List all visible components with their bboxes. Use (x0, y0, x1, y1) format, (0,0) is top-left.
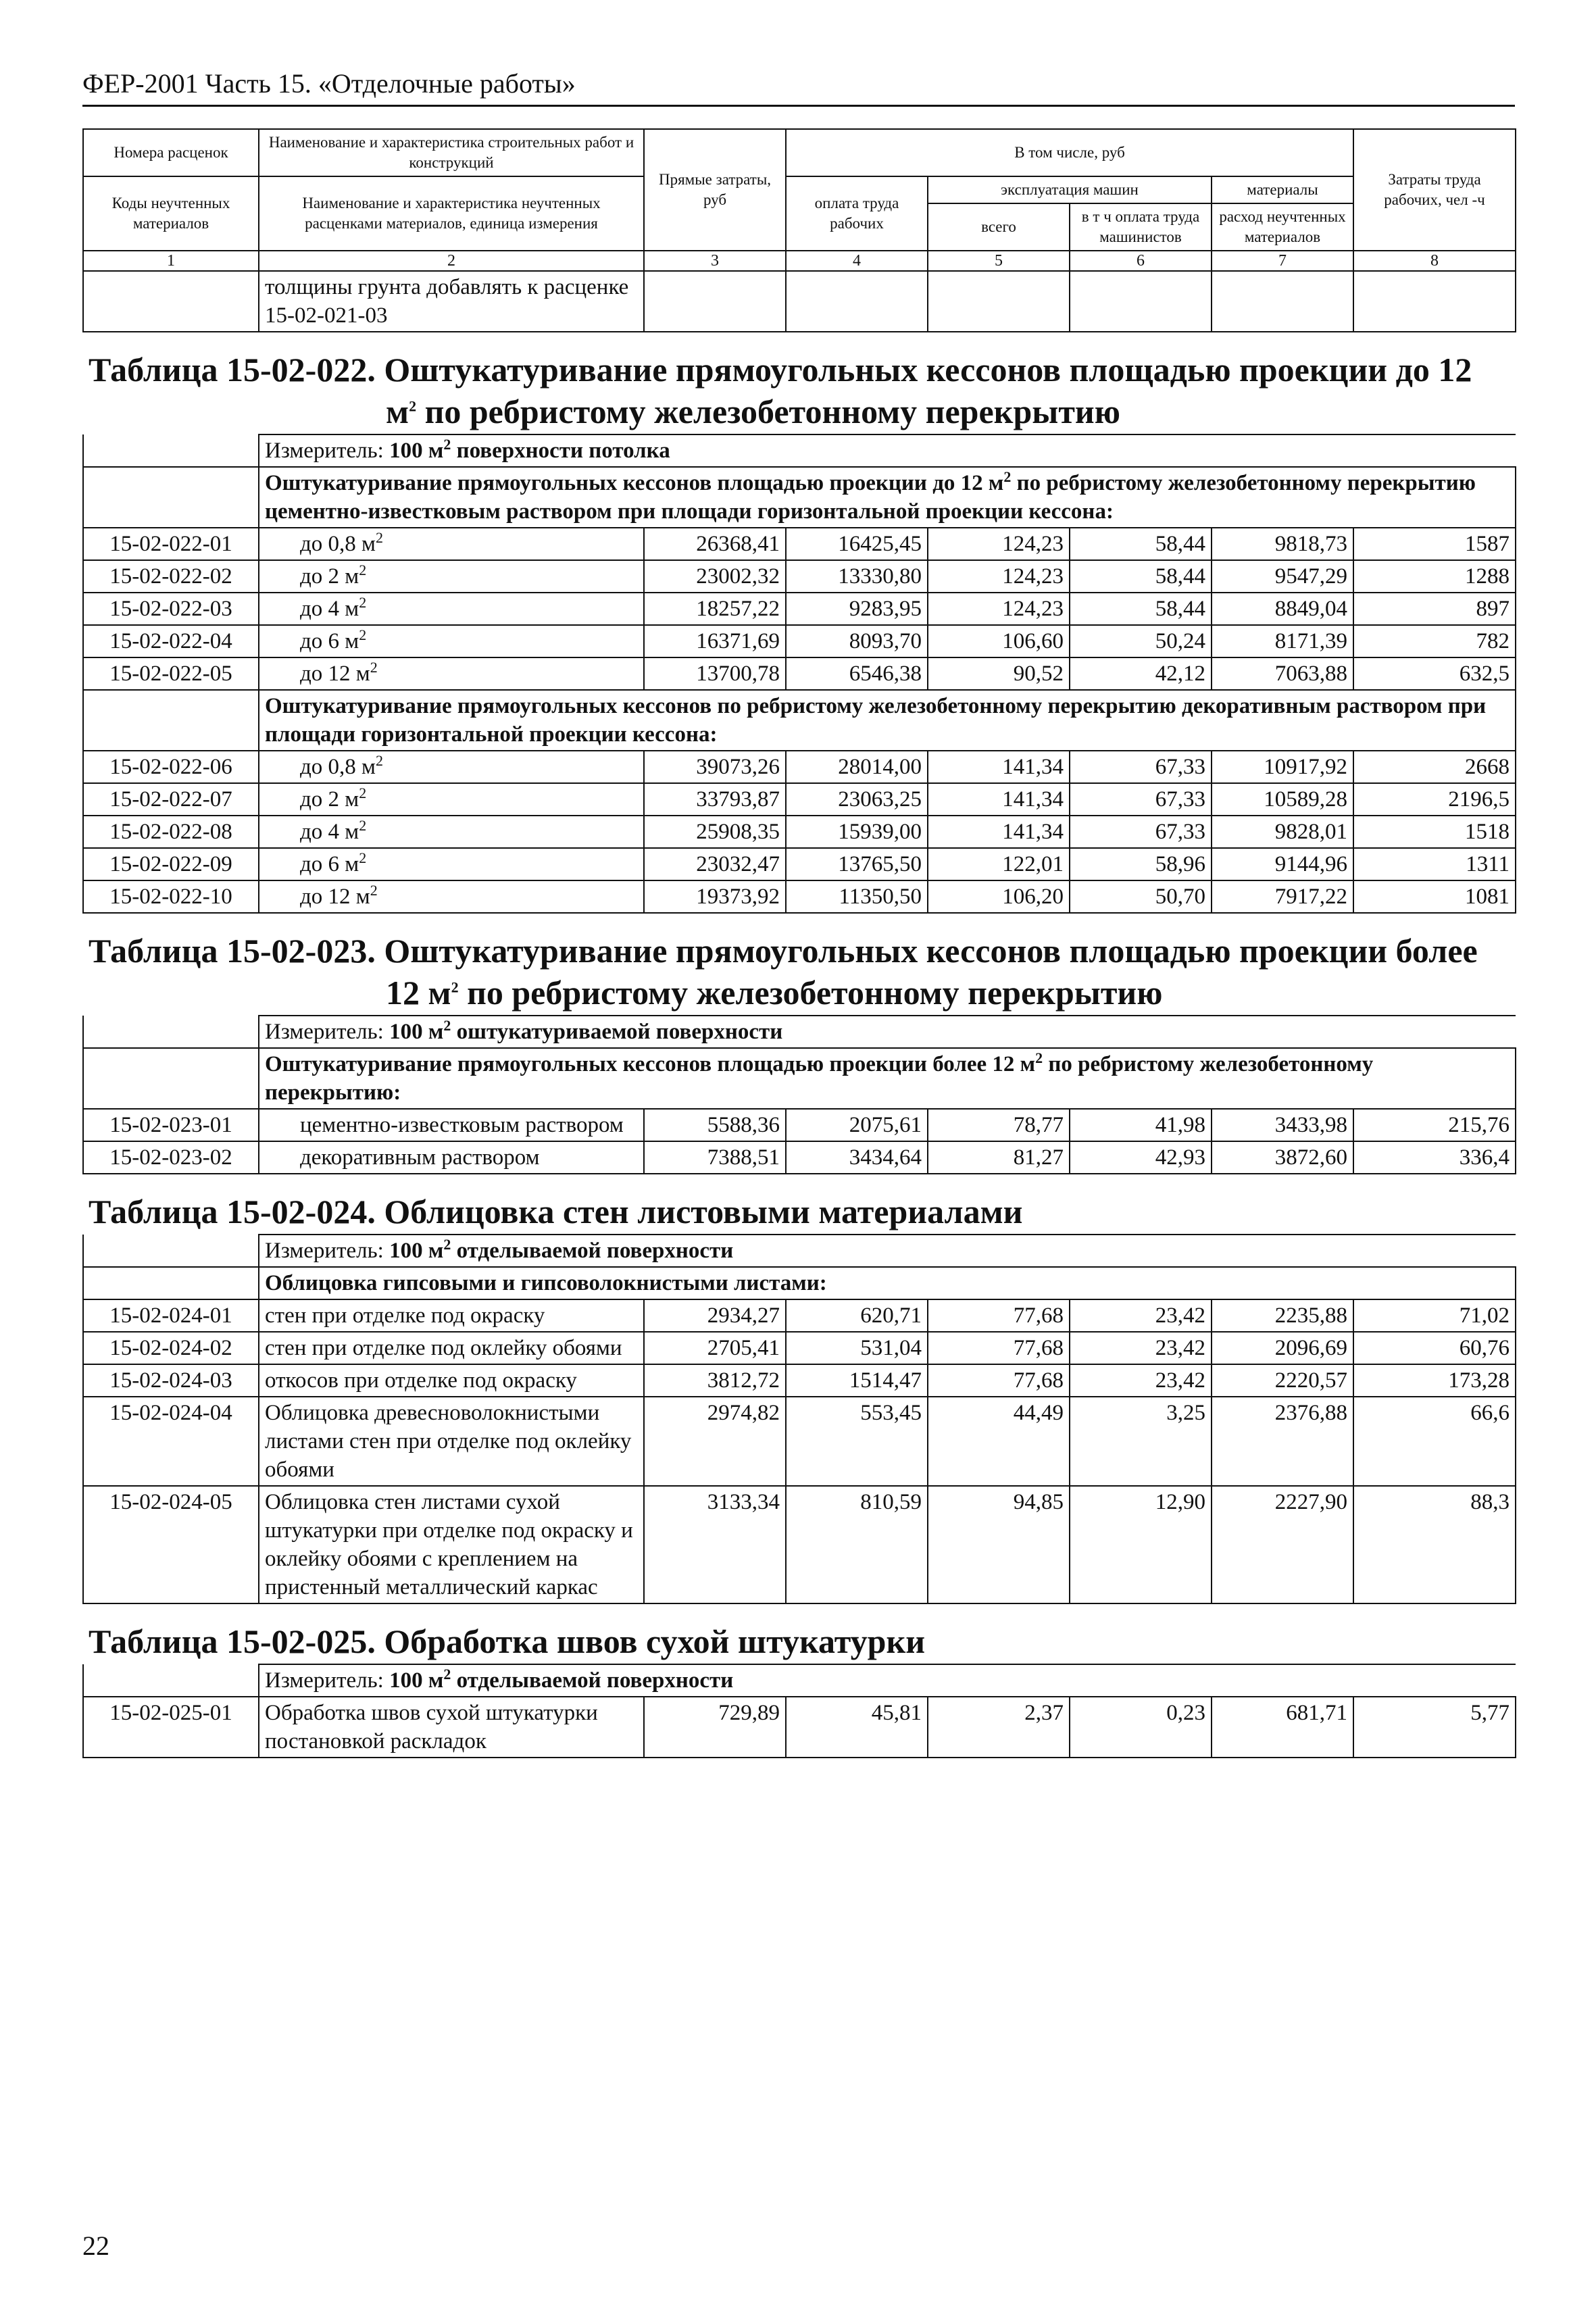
wage-costs: 6546,38 (786, 657, 928, 690)
header-col1-bottom: Коды неучтенных материалов (83, 176, 259, 251)
rate-name: откосов при отделке под окраску (259, 1364, 644, 1397)
material-costs: 9828,01 (1212, 816, 1353, 848)
rate-name: стен при отделке под оклейку обоями (259, 1332, 644, 1364)
wage-costs: 553,45 (786, 1397, 928, 1486)
rate-code: 15-02-023-02 (83, 1141, 259, 1174)
table-row (83, 657, 1516, 690)
material-costs: 2376,88 (1212, 1397, 1353, 1486)
direct-costs: 2705,41 (644, 1332, 786, 1364)
rows-024 (83, 1299, 1516, 1603)
direct-costs: 39073,26 (644, 751, 786, 783)
material-costs: 2220,57 (1212, 1364, 1353, 1397)
machinist-wage: 58,44 (1070, 593, 1212, 625)
rate-code: 15-02-023-01 (83, 1109, 259, 1141)
machinist-wage: 58,44 (1070, 560, 1212, 593)
rate-name: до 6 $м^2$ (259, 848, 644, 880)
rate-code: 15-02-022-09 (83, 848, 259, 880)
machinist-wage: 67,33 (1070, 751, 1212, 783)
machine-costs: 106,60 (928, 625, 1070, 657)
labor-costs: 71,02 (1353, 1299, 1516, 1332)
machine-costs: 78,77 (928, 1109, 1070, 1141)
wage-costs: 15939,00 (786, 816, 928, 848)
rates-table (82, 128, 1516, 1758)
machinist-wage: 58,44 (1070, 528, 1212, 560)
machinist-wage: 12,90 (1070, 1486, 1212, 1603)
wage-costs: 531,04 (786, 1332, 928, 1364)
material-costs: 9547,29 (1212, 560, 1353, 593)
wage-costs: 16425,45 (786, 528, 928, 560)
rate-name: стен при отделке под окраску (259, 1299, 644, 1332)
rows-022-1 (83, 528, 1516, 690)
material-costs: 9144,96 (1212, 848, 1353, 880)
rate-code: 15-02-022-10 (83, 880, 259, 913)
labor-costs: 60,76 (1353, 1332, 1516, 1364)
material-costs: 8849,04 (1212, 593, 1353, 625)
machinist-wage: 50,70 (1070, 880, 1212, 913)
direct-costs: 23002,32 (644, 560, 786, 593)
column-number: 2 (259, 251, 644, 271)
labor-costs: 1311 (1353, 848, 1516, 880)
direct-costs: 33793,87 (644, 783, 786, 816)
rate-name: до 0,8 $м^2$ (259, 751, 644, 783)
table-row (83, 625, 1516, 657)
table-title-024: Таблица 15-02-024. Облицовка стен листовыми материалами (83, 1174, 1516, 1235)
direct-costs: 26368,41 (644, 528, 786, 560)
column-numbers-row (83, 251, 1516, 271)
rate-code: 15-02-022-04 (83, 625, 259, 657)
rate-code: 15-02-022-08 (83, 816, 259, 848)
carry-over-row (83, 271, 1516, 332)
rate-name: до 2 $м^2$ (259, 560, 644, 593)
direct-costs: 19373,92 (644, 880, 786, 913)
wage-costs: 13330,80 (786, 560, 928, 593)
machinist-wage: 42,12 (1070, 657, 1212, 690)
direct-costs: 23032,47 (644, 848, 786, 880)
rate-code: 15-02-022-02 (83, 560, 259, 593)
table-title-022: Таблица 15-02-022. Оштукатуривание прямоугольных кессонов площадью проекции до 12 $м^2$ по ребристому железобетонному перекрытию (83, 332, 1516, 434)
labor-costs: 5,77 (1353, 1697, 1516, 1758)
page-number: 22 (82, 2231, 109, 2261)
direct-costs: 18257,22 (644, 593, 786, 625)
rate-code: 15-02-024-03 (83, 1364, 259, 1397)
machinist-wage: 41,98 (1070, 1109, 1212, 1141)
machinist-wage: 58,96 (1070, 848, 1212, 880)
machine-costs: 44,49 (928, 1397, 1070, 1486)
rate-code: 15-02-024-04 (83, 1397, 259, 1486)
wage-costs: 23063,25 (786, 783, 928, 816)
header-labor: Затраты труда рабочих, чел -ч (1353, 129, 1516, 251)
column-number: 4 (786, 251, 928, 271)
labor-costs: 897 (1353, 593, 1516, 625)
header-wage: оплата труда рабочих (786, 176, 928, 251)
machine-costs: 2,37 (928, 1697, 1070, 1758)
direct-costs: 3812,72 (644, 1364, 786, 1397)
material-costs: 2096,69 (1212, 1332, 1353, 1364)
table-row (83, 1486, 1516, 1603)
wage-costs: 13765,50 (786, 848, 928, 880)
machine-costs: 77,68 (928, 1332, 1070, 1364)
table-row (83, 1299, 1516, 1332)
rate-name: Обработка швов сухой штукатурки постановкой раскладок (259, 1697, 644, 1758)
direct-costs: 13700,78 (644, 657, 786, 690)
wage-costs: 810,59 (786, 1486, 928, 1603)
labor-costs: 2196,5 (1353, 783, 1516, 816)
table-row (83, 816, 1516, 848)
material-costs: 7063,88 (1212, 657, 1353, 690)
rows-025 (83, 1697, 1516, 1758)
group-heading-022-2: Оштукатуривание прямоугольных кессонов по ребристому железобетонному перекрытию декоративным раствором при площади горизонтальной проекции кессона: (259, 690, 1516, 751)
table-row (83, 528, 1516, 560)
rate-name: до 4 $м^2$ (259, 593, 644, 625)
machine-costs: 94,85 (928, 1486, 1070, 1603)
wage-costs: 11350,50 (786, 880, 928, 913)
column-number: 8 (1353, 251, 1516, 271)
machinist-wage: 50,24 (1070, 625, 1212, 657)
rate-name: цементно-известковым раствором (259, 1109, 644, 1141)
machine-costs: 122,01 (928, 848, 1070, 880)
table-row (83, 593, 1516, 625)
labor-costs: 2668 (1353, 751, 1516, 783)
machine-costs: 77,68 (928, 1299, 1070, 1332)
rate-name: Облицовка стен листами сухой штукатурки при отделке под окраску и оклейку обоями с креплением на пристенный металлический каркас (259, 1486, 644, 1603)
wage-costs: 28014,00 (786, 751, 928, 783)
table-row (83, 1364, 1516, 1397)
column-number: 7 (1212, 251, 1353, 271)
material-costs: 9818,73 (1212, 528, 1353, 560)
column-number: 1 (83, 251, 259, 271)
table-row (83, 848, 1516, 880)
machine-costs: 81,27 (928, 1141, 1070, 1174)
wage-costs: 2075,61 (786, 1109, 928, 1141)
machine-costs: 141,34 (928, 751, 1070, 783)
machine-costs: 141,34 (928, 816, 1070, 848)
machinist-wage: 67,33 (1070, 816, 1212, 848)
header-materials-sub: расход неучтенных материалов (1212, 203, 1353, 251)
table-row (83, 560, 1516, 593)
machine-costs: 124,23 (928, 528, 1070, 560)
header-col2-bottom: Наименование и характеристика неучтенных расценками материалов, единица измерения (259, 176, 644, 251)
labor-costs: 66,6 (1353, 1397, 1516, 1486)
labor-costs: 173,28 (1353, 1364, 1516, 1397)
header-machines: эксплуатация машин (928, 176, 1212, 203)
direct-costs: 3133,34 (644, 1486, 786, 1603)
meter-022: Измеритель: 100 $м^2$ поверхности потолка (259, 434, 1516, 467)
rows-023 (83, 1109, 1516, 1174)
meter-025: Измеритель: 100 $м^2$ отделываемой поверхности (259, 1664, 1516, 1697)
material-costs: 8171,39 (1212, 625, 1353, 657)
rate-code: 15-02-022-06 (83, 751, 259, 783)
header-direct-costs: Прямые затраты, руб (644, 129, 786, 251)
column-number: 6 (1070, 251, 1212, 271)
column-number: 5 (928, 251, 1070, 271)
meter-024: Измеритель: 100 $м^2$ отделываемой поверхности (259, 1235, 1516, 1267)
wage-costs: 620,71 (786, 1299, 928, 1332)
machine-costs: 124,23 (928, 560, 1070, 593)
header-machinists: в т ч оплата труда машинистов (1070, 203, 1212, 251)
header-in-total: В том числе, руб (786, 129, 1353, 176)
header-col1-top: Номера расценок (83, 129, 259, 176)
group-heading-023: Оштукатуривание прямоугольных кессонов площадью проекции более 12 $м^2$ по ребристому железобетонному перекрытию: (259, 1048, 1516, 1109)
machine-costs: 77,68 (928, 1364, 1070, 1397)
header-machines-total: всего (928, 203, 1070, 251)
wage-costs: 9283,95 (786, 593, 928, 625)
machinist-wage: 23,42 (1070, 1364, 1212, 1397)
rate-name: до 2 $м^2$ (259, 783, 644, 816)
labor-costs: 1587 (1353, 528, 1516, 560)
table-header (83, 129, 1516, 271)
machine-costs: 106,20 (928, 880, 1070, 913)
rate-name: Облицовка древесноволокнистыми листами стен при отделке под оклейку обоями (259, 1397, 644, 1486)
rate-code: 15-02-024-05 (83, 1486, 259, 1603)
labor-costs: 632,5 (1353, 657, 1516, 690)
direct-costs: 16371,69 (644, 625, 786, 657)
machinist-wage: 3,25 (1070, 1397, 1212, 1486)
labor-costs: 1288 (1353, 560, 1516, 593)
table-row (83, 1697, 1516, 1758)
machinist-wage: 0,23 (1070, 1697, 1212, 1758)
rate-name: до 12 $м^2$ (259, 880, 644, 913)
material-costs: 2235,88 (1212, 1299, 1353, 1332)
machinist-wage: 23,42 (1070, 1299, 1212, 1332)
direct-costs: 2934,27 (644, 1299, 786, 1332)
rate-name: декоративным раствором (259, 1141, 644, 1174)
rate-code: 15-02-025-01 (83, 1697, 259, 1758)
machinist-wage: 67,33 (1070, 783, 1212, 816)
wage-costs: 45,81 (786, 1697, 928, 1758)
material-costs: 681,71 (1212, 1697, 1353, 1758)
material-costs: 3872,60 (1212, 1141, 1353, 1174)
machine-costs: 141,34 (928, 783, 1070, 816)
labor-costs: 215,76 (1353, 1109, 1516, 1141)
wage-costs: 8093,70 (786, 625, 928, 657)
rate-code: 15-02-022-01 (83, 528, 259, 560)
table-title-023: Таблица 15-02-023. Оштукатуривание прямоугольных кессонов площадью проекции более 12 $м^2$ по ребристому железобетонному перекрытию (83, 913, 1516, 1016)
table-row (83, 1141, 1516, 1174)
labor-costs: 1081 (1353, 880, 1516, 913)
direct-costs: 2974,82 (644, 1397, 786, 1486)
labor-costs: 88,3 (1353, 1486, 1516, 1603)
wage-costs: 1514,47 (786, 1364, 928, 1397)
material-costs: 10589,28 (1212, 783, 1353, 816)
meter-023: Измеритель: 100 $м^2$ оштукатуриваемой поверхности (259, 1016, 1516, 1048)
column-number: 3 (644, 251, 786, 271)
rate-code: 15-02-024-01 (83, 1299, 259, 1332)
header-materials: материалы (1212, 176, 1353, 203)
rate-code: 15-02-022-07 (83, 783, 259, 816)
material-costs: 2227,90 (1212, 1486, 1353, 1603)
rows-022-2 (83, 751, 1516, 913)
direct-costs: 7388,51 (644, 1141, 786, 1174)
labor-costs: 1518 (1353, 816, 1516, 848)
machine-costs: 124,23 (928, 593, 1070, 625)
machine-costs: 90,52 (928, 657, 1070, 690)
rate-name: до 0,8 $м^2$ (259, 528, 644, 560)
group-heading-024: Облицовка гипсовыми и гипсоволокнистыми листами: (259, 1267, 1516, 1299)
labor-costs: 336,4 (1353, 1141, 1516, 1174)
table-row (83, 783, 1516, 816)
wage-costs: 3434,64 (786, 1141, 928, 1174)
table-row (83, 1397, 1516, 1486)
direct-costs: 729,89 (644, 1697, 786, 1758)
machinist-wage: 23,42 (1070, 1332, 1212, 1364)
carry-over-text: толщины грунта добавлять к расценке 15-02-021-03 (259, 271, 644, 332)
document-header: ФЕР-2001 Часть 15. «Отделочные работы» (82, 68, 1515, 107)
rate-code: 15-02-024-02 (83, 1332, 259, 1364)
table-title-025: Таблица 15-02-025. Обработка швов сухой штукатурки (83, 1603, 1516, 1664)
table-row (83, 1332, 1516, 1364)
material-costs: 7917,22 (1212, 880, 1353, 913)
rate-code: 15-02-022-03 (83, 593, 259, 625)
rate-name: до 4 $м^2$ (259, 816, 644, 848)
header-col2-top: Наименование и характеристика строительных работ и конструкций (259, 129, 644, 176)
rate-name: до 6 $м^2$ (259, 625, 644, 657)
rate-code: 15-02-022-05 (83, 657, 259, 690)
group-heading-022-1: Оштукатуривание прямоугольных кессонов площадью проекции до 12 $м^2$ по ребристому железобетонному перекрытию цементно-известковым раствором при площади горизонтальной проекции кессона: (259, 467, 1516, 528)
direct-costs: 5588,36 (644, 1109, 786, 1141)
direct-costs: 25908,35 (644, 816, 786, 848)
labor-costs: 782 (1353, 625, 1516, 657)
table-row (83, 1109, 1516, 1141)
rate-name: до 12 $м^2$ (259, 657, 644, 690)
machinist-wage: 42,93 (1070, 1141, 1212, 1174)
material-costs: 10917,92 (1212, 751, 1353, 783)
material-costs: 3433,98 (1212, 1109, 1353, 1141)
table-row (83, 880, 1516, 913)
table-row (83, 751, 1516, 783)
